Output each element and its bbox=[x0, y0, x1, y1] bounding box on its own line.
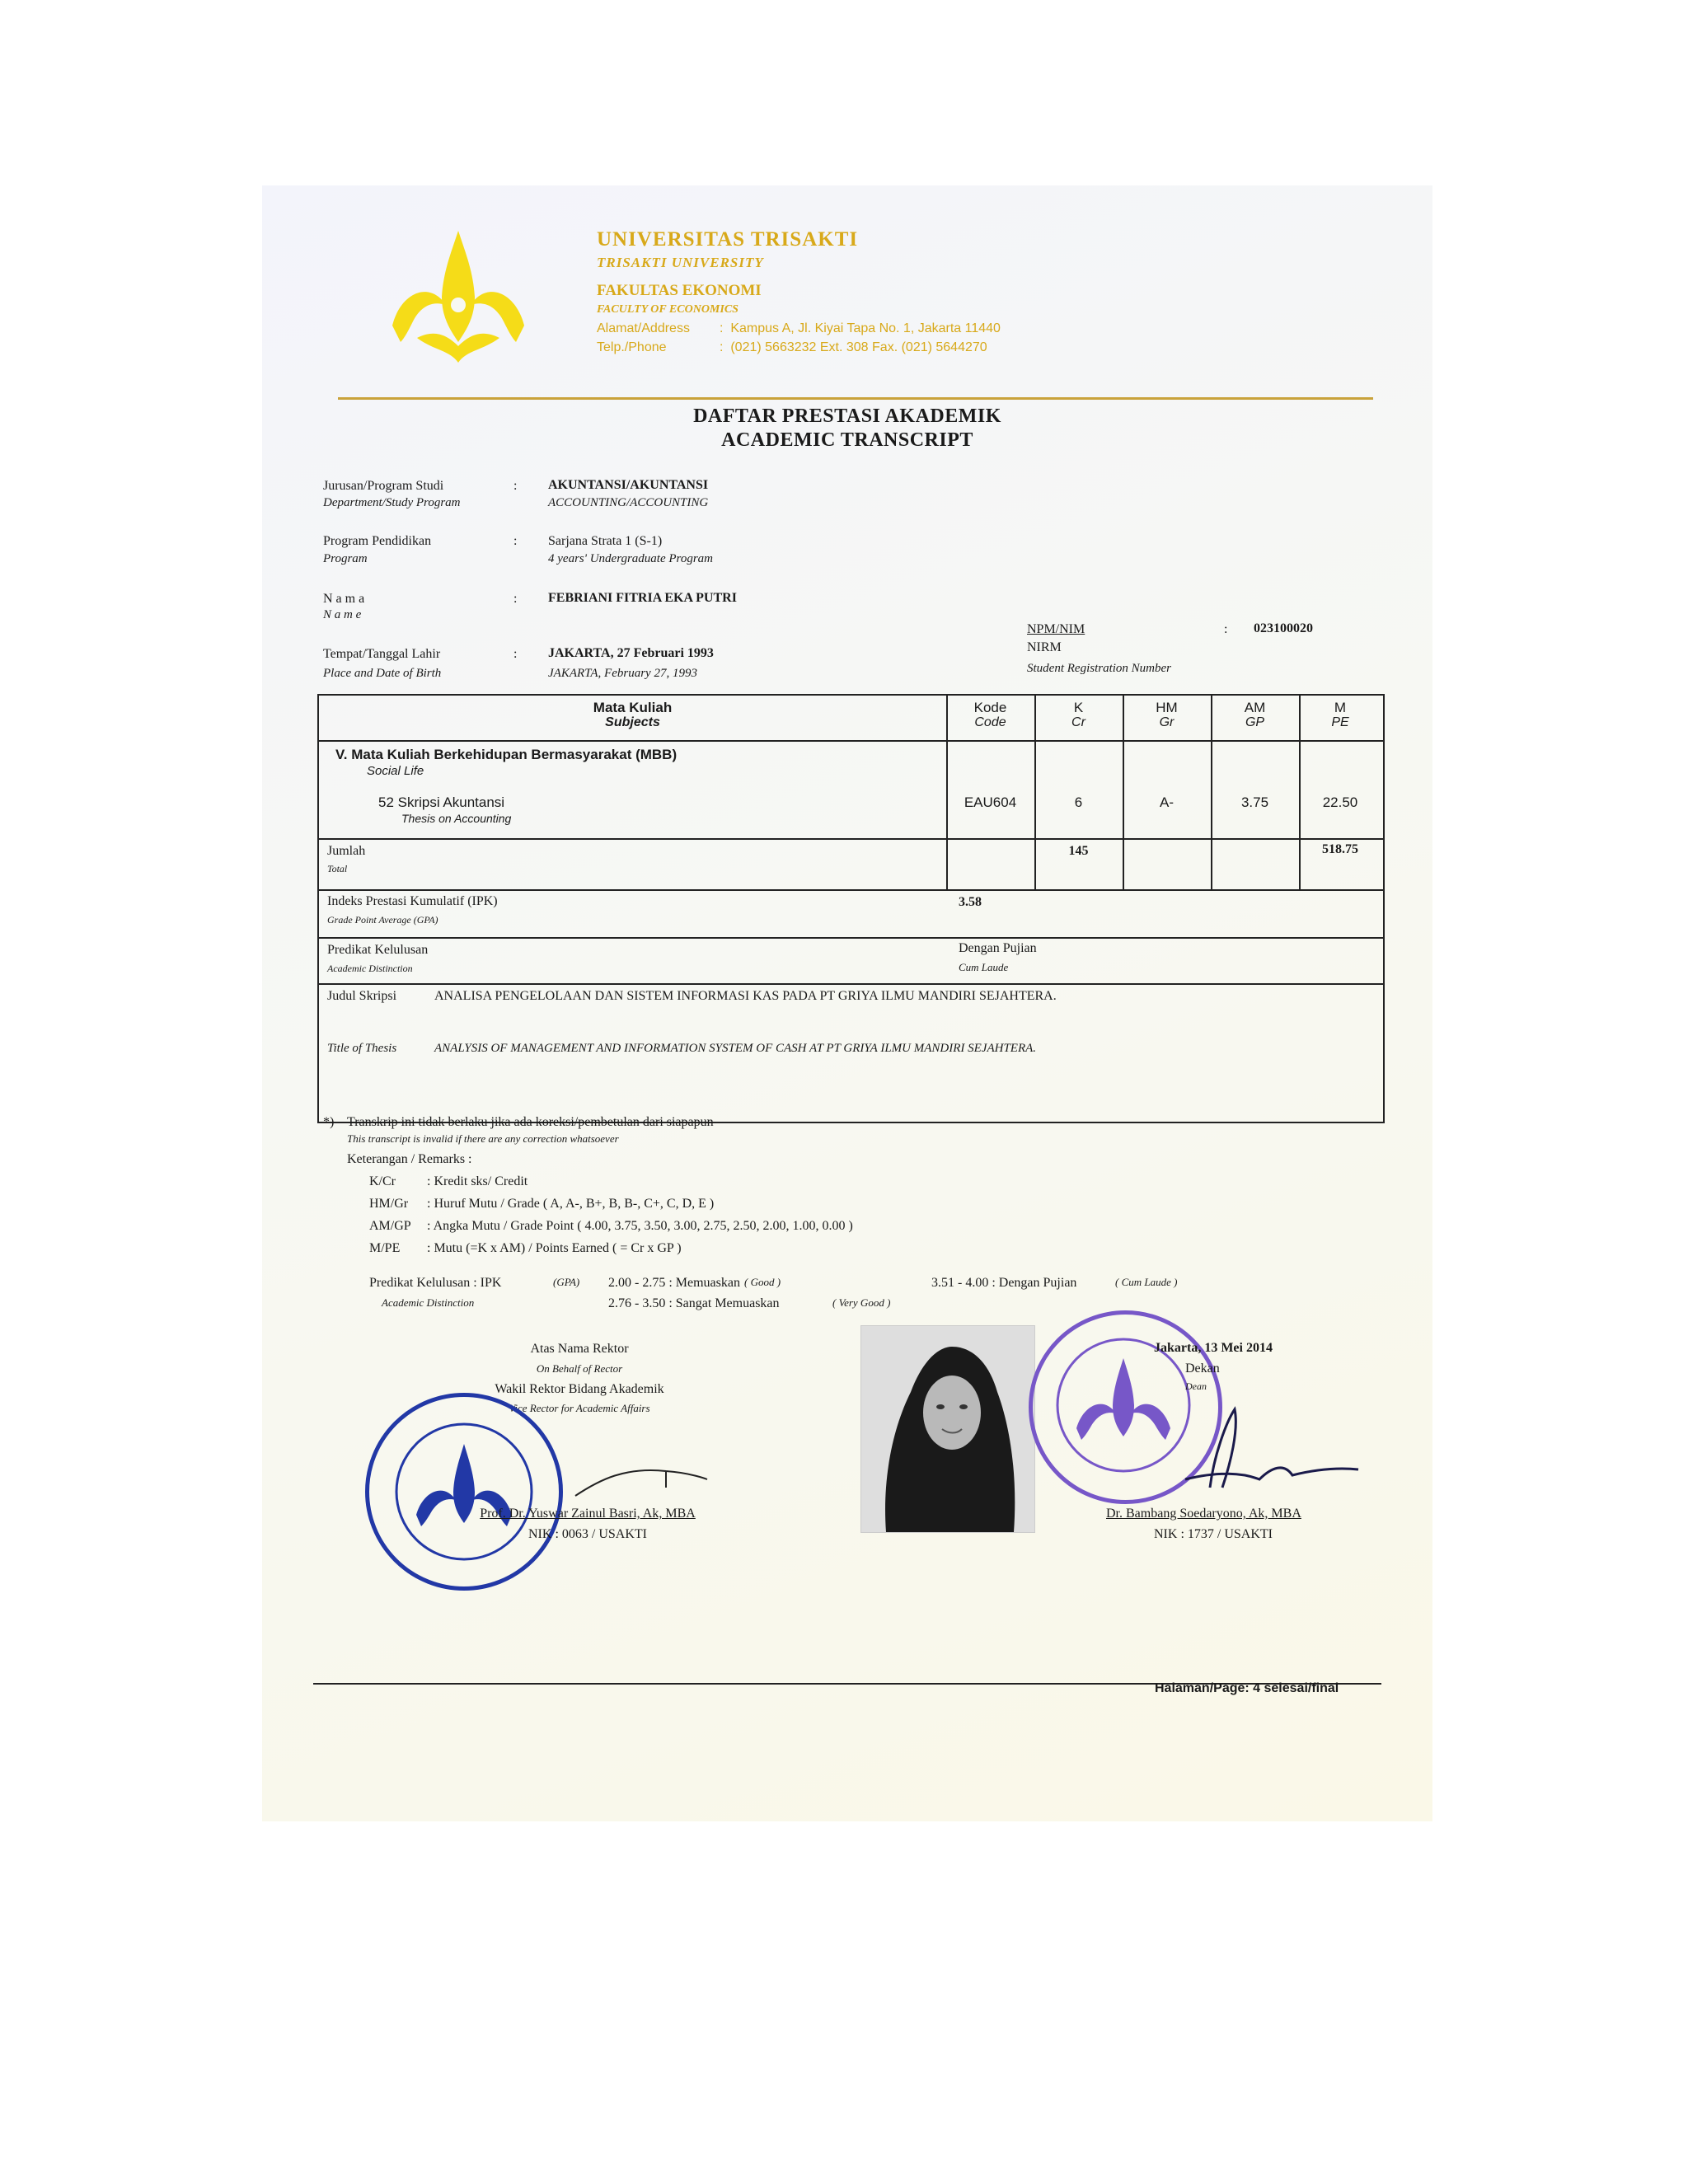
name-colon: : bbox=[513, 592, 518, 606]
header-subjects-id: Mata Kuliah bbox=[593, 700, 673, 715]
right-sign-place-date: Jakarta, 13 Mei 2014 bbox=[1154, 1341, 1273, 1355]
dept-value: AKUNTANSI/AKUNTANSI bbox=[548, 478, 709, 492]
dept-colon: : bbox=[513, 479, 518, 493]
course-grade: A- bbox=[1160, 794, 1174, 810]
total-credit: 145 bbox=[1068, 844, 1089, 858]
course-pe: 22.50 bbox=[1322, 794, 1358, 810]
predikat-label-en: Academic Distinction bbox=[327, 963, 413, 974]
remark-value: : Angka Mutu / Grade Point ( 4.00, 3.75, 3.50, 3.00, 2.75, 2.50, 2.00, 1.00, 0.00 ) bbox=[427, 1219, 853, 1233]
program-label: Program Pendidikan bbox=[323, 534, 432, 548]
predikat-scale-label: Predikat Kelulusan : IPK bbox=[369, 1276, 502, 1290]
birth-colon: : bbox=[513, 647, 518, 661]
birth-label-en: Place and Date of Birth bbox=[323, 667, 442, 680]
phone-label: Telp./Phone bbox=[597, 340, 667, 354]
npm-value: 023100020 bbox=[1254, 621, 1313, 635]
transcript-sheet bbox=[262, 185, 1432, 1821]
right-sign-role: Dekan bbox=[1185, 1361, 1220, 1376]
course-name: 52 Skripsi Akuntansi bbox=[378, 794, 505, 810]
dept-value-en: ACCOUNTING/ACCOUNTING bbox=[548, 496, 709, 509]
right-sign-name: Dr. Bambang Soedaryono, Ak, MBA bbox=[1106, 1507, 1301, 1521]
header-code bbox=[946, 701, 1034, 730]
registration-label: Student Registration Number bbox=[1027, 662, 1171, 675]
course-gp: 3.75 bbox=[1240, 794, 1269, 810]
header-gp bbox=[1211, 701, 1299, 730]
header-pe bbox=[1299, 701, 1381, 730]
phone-text: (021) 5663232 Ext. 308 Fax. (021) 5644270 bbox=[730, 340, 987, 354]
right-sign-nik: NIK : 1737 / USAKTI bbox=[1154, 1527, 1273, 1541]
row-divider bbox=[319, 937, 1383, 939]
right-signature bbox=[1136, 1397, 1367, 1504]
birth-value-en: JAKARTA, February 27, 1993 bbox=[548, 667, 697, 680]
left-sign-title: Atas Nama Rektor bbox=[530, 1342, 629, 1356]
predikat-scale-gpa: (GPA) bbox=[553, 1276, 580, 1288]
program-value-en: 4 years' Undergraduate Program bbox=[548, 552, 713, 565]
dept-label-en: Department/Study Program bbox=[323, 496, 461, 509]
notes-star: *) bbox=[323, 1115, 335, 1129]
program-value: Sarjana Strata 1 (S-1) bbox=[548, 534, 663, 548]
thesis-label-en: Title of Thesis bbox=[327, 1042, 397, 1055]
title-en: ACADEMIC TRANSCRIPT bbox=[721, 429, 973, 451]
nirm-label: NIRM bbox=[1027, 640, 1062, 654]
name-label-en: N a m e bbox=[323, 608, 362, 621]
remarks-title: Keterangan / Remarks : bbox=[347, 1152, 472, 1166]
header-divider bbox=[338, 397, 1373, 400]
phone-value: : (021) 5663232 Ext. 308 Fax. (021) 5644270 bbox=[720, 340, 987, 354]
row-divider bbox=[319, 838, 1383, 840]
header-grade-en: Gr bbox=[1159, 715, 1175, 729]
program-label-en: Program bbox=[323, 552, 368, 565]
range-good: 2.00 - 2.75 : Memuaskan bbox=[608, 1276, 740, 1290]
ipk-value: 3.58 bbox=[959, 895, 982, 909]
header-credit bbox=[1034, 701, 1123, 730]
ipk-label: Indeks Prestasi Kumulatif (IPK) bbox=[327, 894, 498, 908]
header-credit-id: K bbox=[1073, 700, 1084, 715]
remark-key: HM/Gr bbox=[369, 1197, 409, 1211]
range-cum-laude: 3.51 - 4.00 : Dengan Pujian bbox=[931, 1276, 1077, 1290]
address-value: : Kampus A, Jl. Kiyai Tapa No. 1, Jakarta 11440 bbox=[720, 321, 1001, 335]
row-divider bbox=[319, 889, 1383, 891]
title-id: DAFTAR PRESTASI AKADEMIK bbox=[693, 405, 1001, 427]
grades-table bbox=[317, 694, 1385, 1123]
dept-label: Jurusan/Program Studi bbox=[323, 479, 444, 493]
remark-key: M/PE bbox=[369, 1241, 401, 1255]
university-logo bbox=[384, 227, 532, 367]
rector-stamp-emblem bbox=[365, 1393, 563, 1591]
remark-value: : Kredit sks/ Credit bbox=[427, 1174, 528, 1188]
row-divider bbox=[319, 740, 1383, 742]
remark-value: : Huruf Mutu / Grade ( A, A-, B+, B, B-, C+, C, D, E ) bbox=[427, 1197, 715, 1211]
header-grade-id: HM bbox=[1156, 700, 1178, 715]
remark-value: : Mutu (=K x AM) / Points Earned ( = Cr x GP ) bbox=[427, 1241, 682, 1255]
header-gp-id: AM bbox=[1244, 700, 1266, 715]
notes-disclaimer-en: This transcript is invalid if there are any correction whatsoever bbox=[347, 1132, 619, 1145]
predikat-value-en: Cum Laude bbox=[959, 961, 1009, 973]
faculty-name: FAKULTAS EKONOMI bbox=[597, 282, 762, 299]
student-photo bbox=[860, 1325, 1035, 1533]
name-label: N a m a bbox=[323, 592, 365, 606]
header-pe-en: PE bbox=[1331, 715, 1349, 729]
course-name-en: Thesis on Accounting bbox=[401, 812, 512, 825]
birth-value: JAKARTA, 27 Februari 1993 bbox=[548, 646, 714, 660]
npm-label: NPM/NIM bbox=[1027, 622, 1085, 636]
predikat-value: Dengan Pujian bbox=[959, 941, 1037, 955]
birth-label: Tempat/Tanggal Lahir bbox=[323, 647, 441, 661]
notes-disclaimer: Transkrip ini tidak berlaku jika ada koreksi/pembetulan dari siapapun bbox=[347, 1115, 714, 1129]
remark-key: AM/GP bbox=[369, 1219, 411, 1233]
thesis-label: Judul Skripsi bbox=[327, 989, 397, 1003]
course-code: EAU604 bbox=[964, 794, 1017, 810]
remark-key: K/Cr bbox=[369, 1174, 396, 1188]
header-code-en: Code bbox=[974, 715, 1006, 729]
row-divider bbox=[319, 983, 1383, 985]
header-pe-id: M bbox=[1334, 700, 1347, 715]
left-sign-title-en: On Behalf of Rector bbox=[536, 1362, 623, 1375]
address-label: Alamat/Address bbox=[597, 321, 690, 335]
faculty-name-en: FACULTY OF ECONOMICS bbox=[597, 303, 738, 316]
program-colon: : bbox=[513, 534, 518, 548]
range-cum-laude-en: ( Cum Laude ) bbox=[1115, 1276, 1178, 1288]
university-name-en: TRISAKTI UNIVERSITY bbox=[597, 255, 764, 270]
page-indicator: Halaman/Page: 4 selesai/final bbox=[1155, 1681, 1339, 1695]
left-sign-nik: NIK : 0063 / USAKTI bbox=[528, 1527, 647, 1541]
course-credit: 6 bbox=[1074, 794, 1083, 810]
university-name: UNIVERSITAS TRISAKTI bbox=[597, 228, 859, 251]
header-subjects-en: Subjects bbox=[605, 715, 660, 729]
range-very-good-en: ( Very Good ) bbox=[832, 1296, 891, 1309]
left-sign-role-en: Vice Rector for Academic Affairs bbox=[509, 1402, 650, 1414]
header-subjects bbox=[319, 701, 946, 730]
student-photo-image bbox=[861, 1326, 1034, 1532]
name-value: FEBRIANI FITRIA EKA PUTRI bbox=[548, 591, 737, 605]
predikat-scale-label-en: Academic Distinction bbox=[382, 1296, 475, 1309]
left-sign-name: Prof. Dr. Yuswar Zainul Basri, Ak, MBA bbox=[480, 1507, 696, 1521]
header-gp-en: GP bbox=[1245, 715, 1265, 729]
left-sign-role: Wakil Rektor Bidang Akademik bbox=[495, 1382, 664, 1396]
total-label: Jumlah bbox=[327, 844, 366, 858]
thesis-value-en: ANALYSIS OF MANAGEMENT AND INFORMATION SYSTEM OF CASH AT PT GRIYA ILMU MANDIRI SEJAHTERA. bbox=[434, 1042, 1037, 1055]
npm-colon: : bbox=[1224, 622, 1228, 636]
course-group-en: Social Life bbox=[367, 764, 424, 778]
address-text: Kampus A, Jl. Kiyai Tapa No. 1, Jakarta 11440 bbox=[730, 321, 1001, 335]
course-group: V. Mata Kuliah Berkehidupan Bermasyarakat (MBB) bbox=[335, 747, 678, 762]
header-code-id: Kode bbox=[973, 700, 1007, 715]
header-grade bbox=[1123, 701, 1211, 730]
predikat-label: Predikat Kelulusan bbox=[327, 943, 429, 957]
ipk-label-en: Grade Point Average (GPA) bbox=[327, 914, 438, 926]
range-very-good: 2.76 - 3.50 : Sangat Memuaskan bbox=[608, 1296, 780, 1310]
total-pe: 518.75 bbox=[1322, 842, 1358, 856]
right-sign-role-en: Dean bbox=[1185, 1380, 1207, 1392]
header-credit-en: Cr bbox=[1071, 715, 1085, 729]
range-good-en: ( Good ) bbox=[744, 1276, 781, 1288]
total-label-en: Total bbox=[327, 863, 348, 874]
thesis-value: ANALISA PENGELOLAAN DAN SISTEM INFORMASI KAS PADA PT GRIYA ILMU MANDIRI SEJAHTERA. bbox=[434, 989, 1057, 1003]
